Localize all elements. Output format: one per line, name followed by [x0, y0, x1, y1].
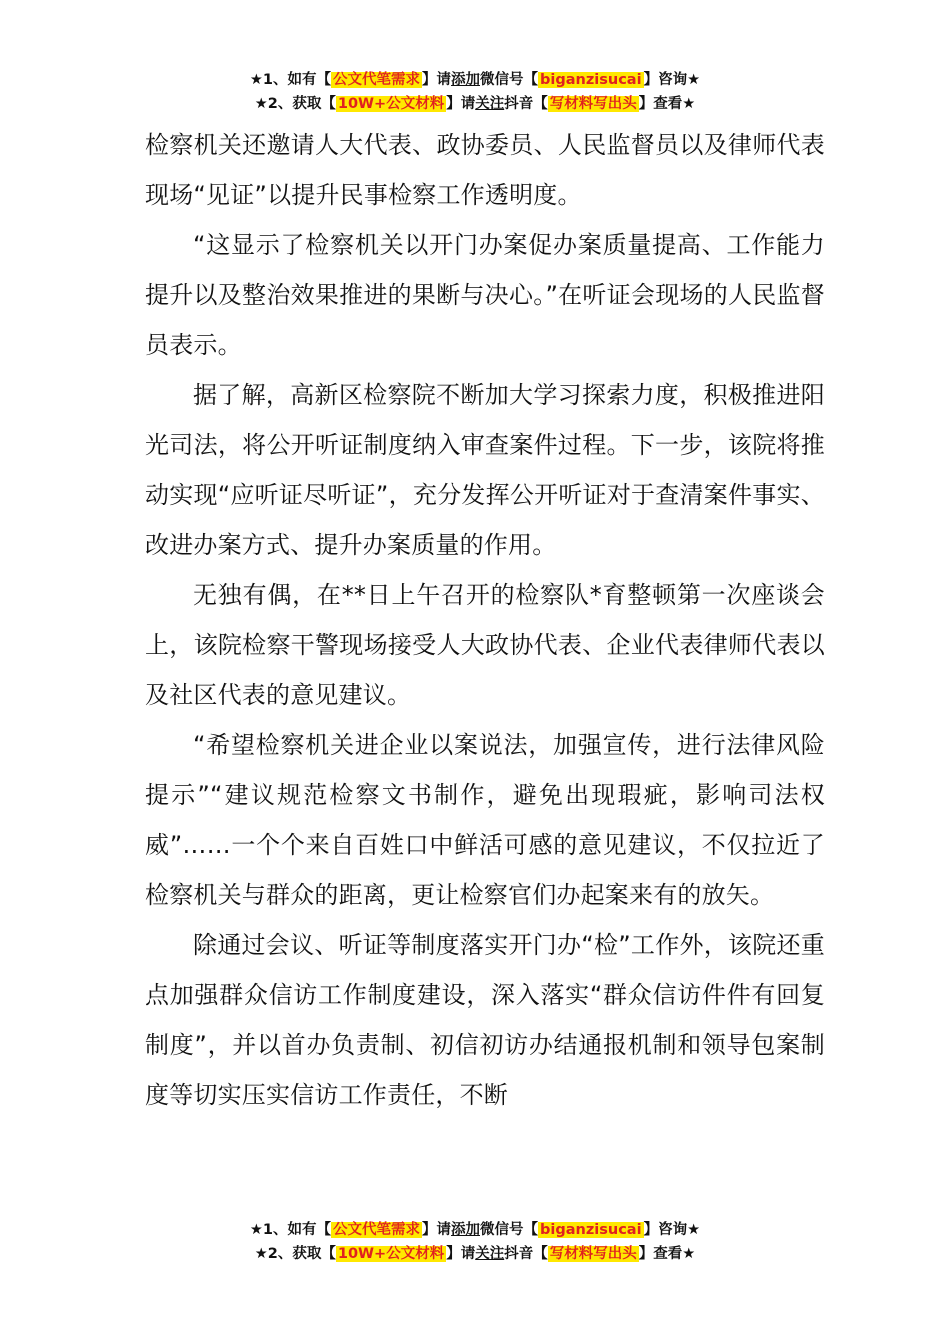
banner-line-1: ★1、如有【 公文代笔需求 】请添加微信号【 biganzisucai 】咨询★ [249, 72, 701, 88]
footer-banner [0, 1218, 950, 1266]
highlight-wechat-id: biganzisucai [540, 72, 642, 88]
highlight-douyin-account: 写材料写出头 [549, 1246, 637, 1262]
highlight-douyin-account: 写材料写出头 [549, 96, 637, 112]
document-body [145, 120, 825, 1120]
highlight-materials: 10W+公文材料 [337, 1246, 445, 1262]
banner-line-2: ★2、获取【 10W+公文材料 】请关注抖音【 写材料写出头 】查看★ [254, 1246, 696, 1262]
paragraph: 除通过会议、听证等制度落实开门办“检”工作外，该院还重点加强群众信访工作制度建设，深入落实“群众信访件件有回复制度”，并以首办负责制、初信初访办结通报机制和领导包案制度等切实压实信访工作责任，不断 [145, 931, 825, 1109]
paragraph: “这显示了检察机关以开门办案促办案质量提高、工作能力提升以及整治效果推进的果断与决心。”在听证会现场的人民监督员表示。 [145, 231, 825, 359]
header-banner [0, 68, 950, 116]
paragraph: 无独有偶，在**日上午召开的检察队*育整顿第一次座谈会上，该院检察干警现场接受人大政协代表、企业代表律师代表以及社区代表的意见建议。 [145, 581, 825, 709]
highlight-service: 公文代笔需求 [333, 72, 421, 88]
banner-line-1: ★1、如有【 公文代笔需求 】请添加微信号【 biganzisucai 】咨询★ [249, 1222, 701, 1238]
highlight-wechat-id: biganzisucai [540, 1222, 642, 1238]
paragraph: 据了解，高新区检察院不断加大学习探索力度，积极推进阳光司法，将公开听证制度纳入审查案件过程。下一步，该院将推动实现“应听证尽听证”，充分发挥公开听证对于查清案件事实、改进办案方式、提升办案质量的作用。 [145, 381, 825, 559]
highlight-service: 公文代笔需求 [333, 1222, 421, 1238]
highlight-materials: 10W+公文材料 [337, 96, 445, 112]
paragraph: 检察机关还邀请人大代表、政协委员、人民监督员以及律师代表现场“见证”以提升民事检察工作透明度。 [145, 131, 825, 209]
paragraph: “希望检察机关进企业以案说法，加强宣传，进行法律风险提示”“建议规范检察文书制作，避免出现瑕疵，影响司法权威”……一个个来自百姓口中鲜活可感的意见建议，不仅拉近了检察机关与群众的距离，更让检察官们办起案来有的放矢。 [145, 731, 825, 909]
banner-line-2: ★2、获取【 10W+公文材料 】请关注抖音【 写材料写出头 】查看★ [254, 96, 696, 112]
